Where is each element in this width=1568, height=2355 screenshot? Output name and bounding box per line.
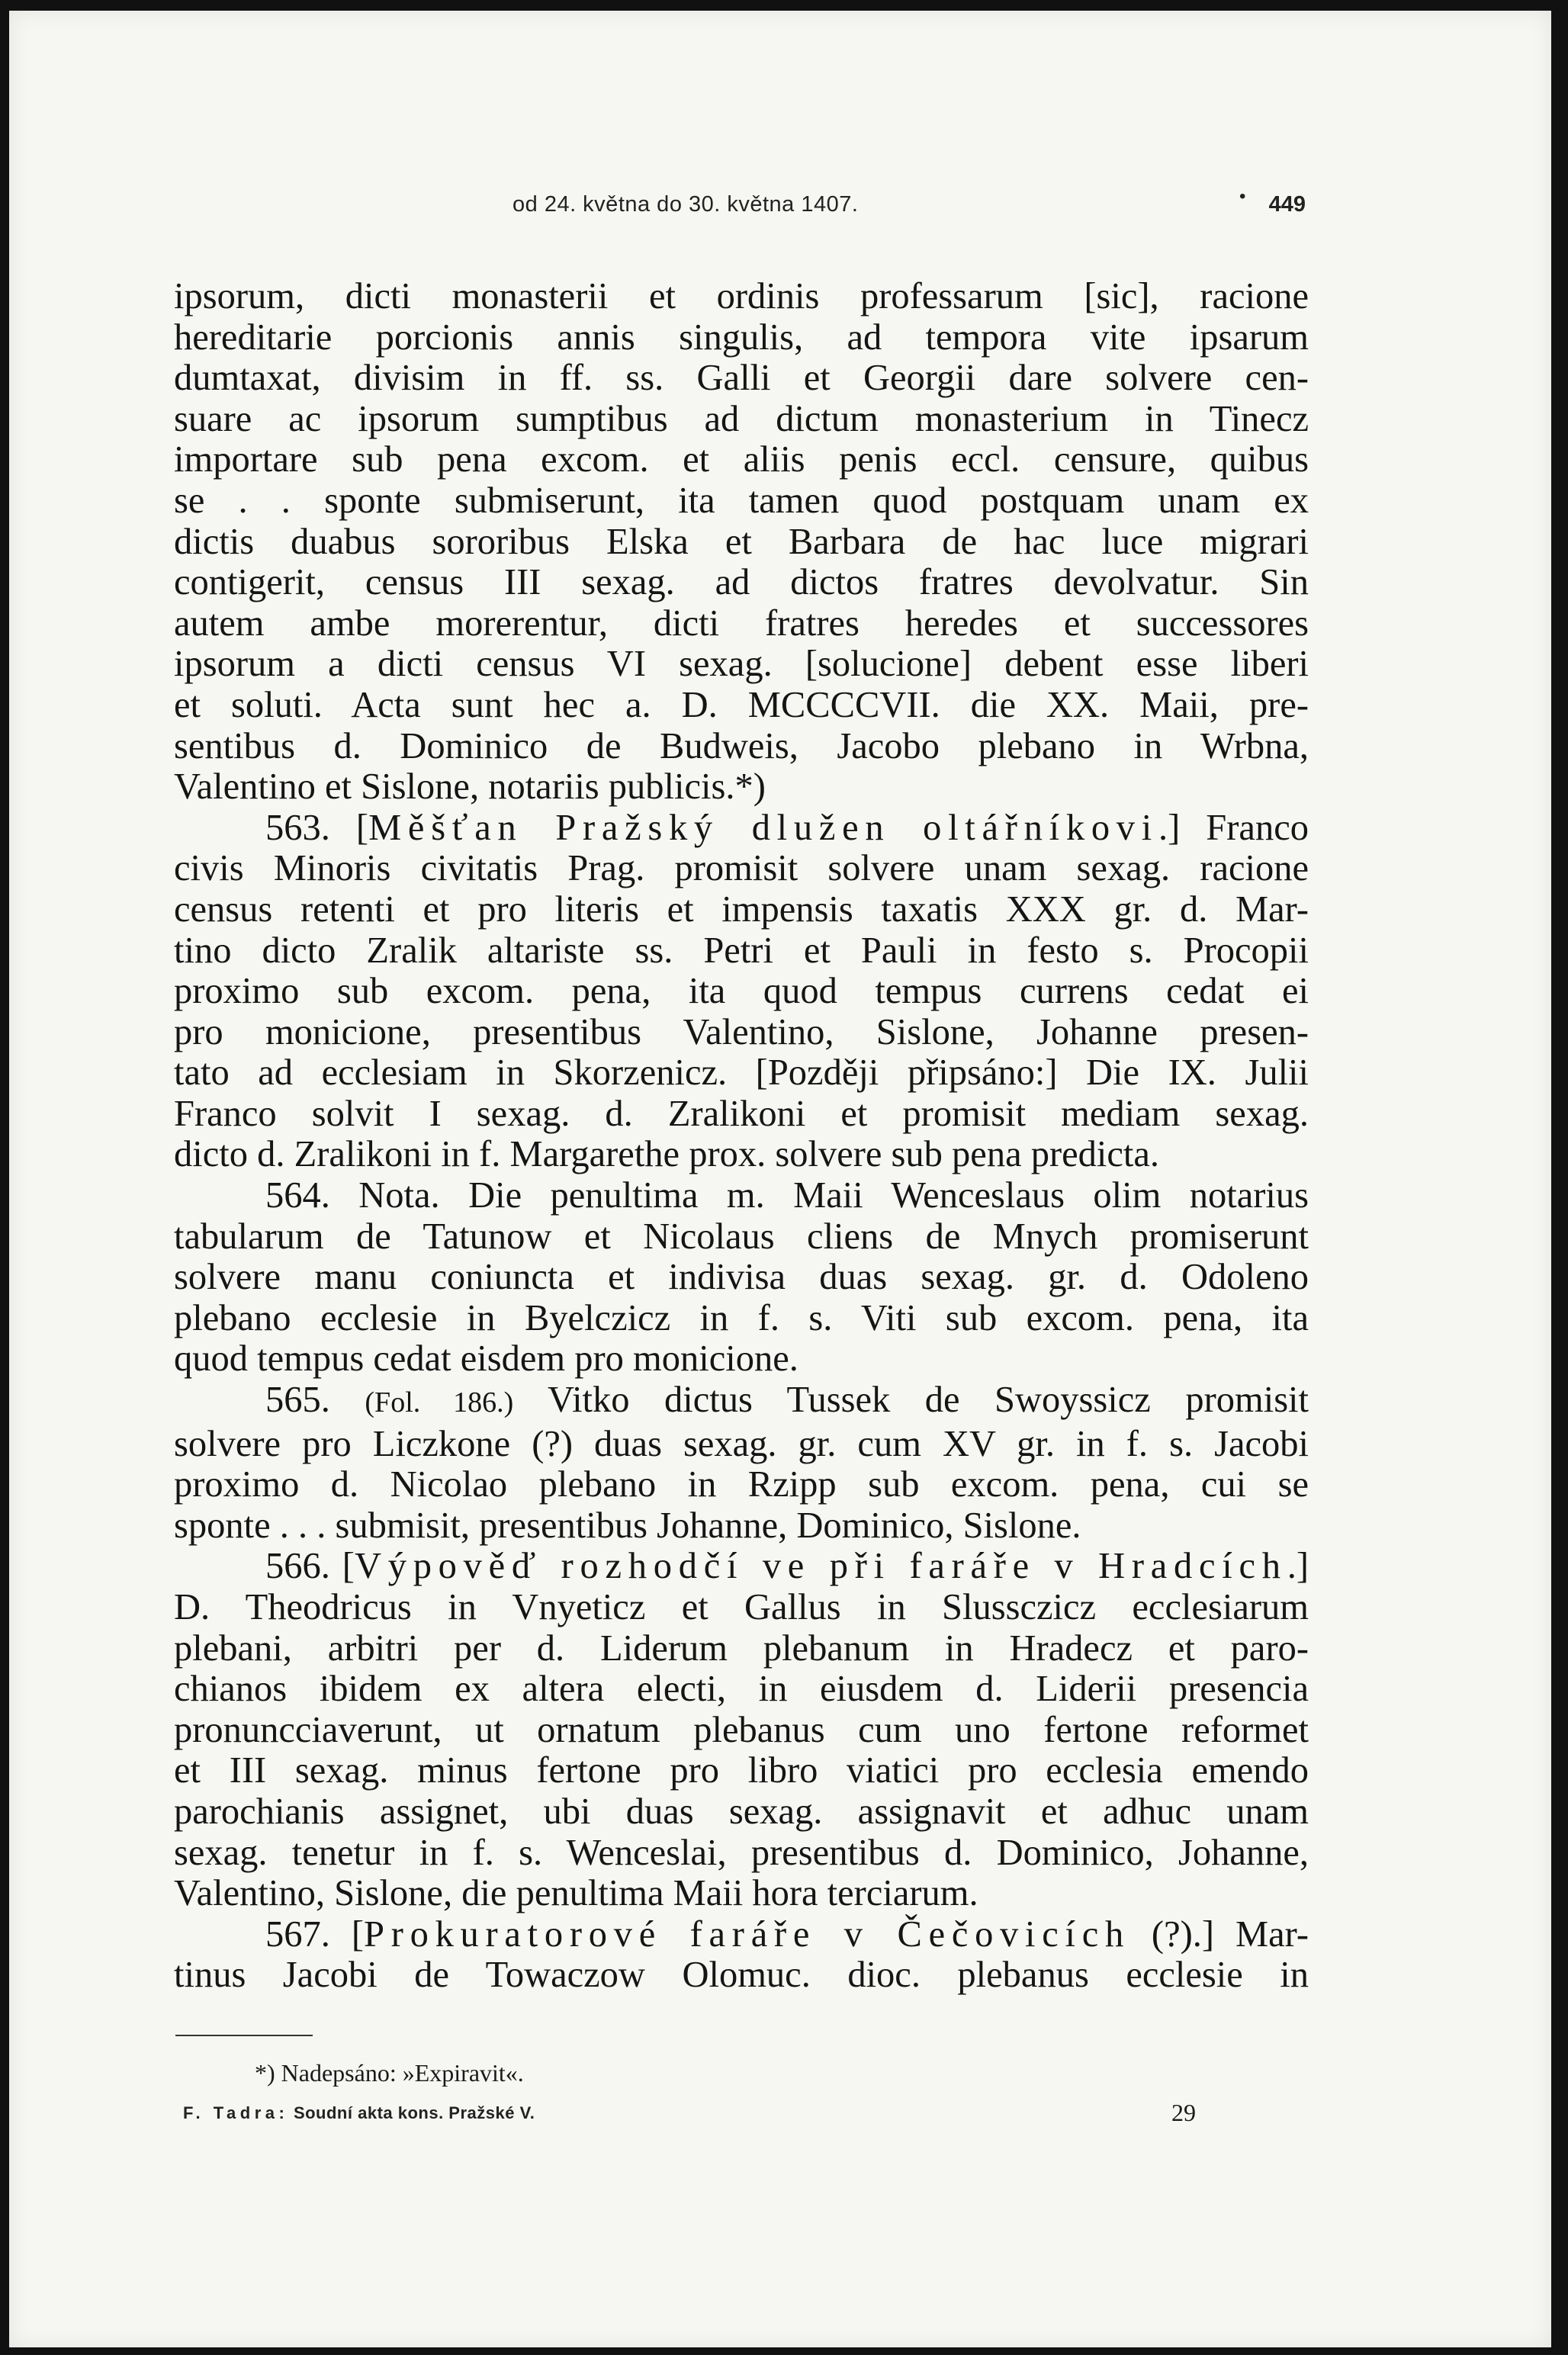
entry-565-heading: 565. (Fol. 186.) Vitko dictus Tussek de Swoyssicz promisit: [265, 1380, 1309, 1421]
text-line: ipsorum, dicti monasterii et ordinis professarum [sic], racione: [174, 276, 1309, 316]
regest-title: Prokuratorové faráře v Čečovicích: [364, 1913, 1130, 1955]
text-line: quod tempus cedat eisdem pro monicione.: [174, 1338, 798, 1380]
text-line: tabularum de Tatunow et Nicolaus cliens de Mnych promiserunt: [174, 1216, 1309, 1257]
text-line: proximo d. Nicolao plebano in Rzipp sub excom. pena, cui se: [174, 1464, 1309, 1505]
text-line: plebani, arbitri per d. Liderum plebanum in Hradecz et paro-: [174, 1627, 1309, 1669]
text-line: sponte . . . submisit, presentibus Johanne, Dominico, Sislone.: [174, 1505, 1081, 1546]
folio-reference: (Fol. 186.): [365, 1386, 514, 1419]
text-line: importare sub pena excom. et aliis penis eccl. censure, quibus: [174, 439, 1309, 480]
text-line: se . . sponte submiserunt, ita tamen quod postquam unam ex: [174, 480, 1309, 521]
text-line: plebano ecclesie in Byelczicz in f. s. Viti sub excom. pena, ita: [174, 1297, 1309, 1338]
text-line: pronuncciaverunt, ut ornatum plebanus cum uno fertone reformet: [174, 1709, 1309, 1750]
regest-title: Výpověď rozhodčí ve při faráře v Hradcích: [354, 1546, 1287, 1587]
signature-line: [183, 2103, 535, 2123]
footnote: *) Nadepsáno: »Expiravit«.: [255, 2059, 524, 2087]
text-line: sentibus d. Dominico de Budweis, Jacobo plebano in Wrbna,: [174, 725, 1309, 766]
text-line: chianos ibidem ex altera electi, in eiusdem d. Liderii presencia: [174, 1669, 1309, 1710]
header-mark: •: [1239, 186, 1246, 207]
entry-563-heading: 563. [Měšťan Pražský dlužen oltářníkovi.] Franco: [265, 807, 1309, 848]
sheet-number: 29: [1171, 2099, 1196, 2126]
text-line: pro monicione, presentibus Valentino, Sislone, Johanne presen-: [174, 1011, 1309, 1052]
text-line: contigerit, census III sexag. ad dictos fratres devolvatur. Sin: [174, 562, 1309, 603]
page-scan: [9, 11, 1551, 2347]
text-line: tino dicto Zralik altariste ss. Petri et Pauli in festo s. Procopii: [174, 930, 1309, 971]
text-line: ipsorum a dicti census VI sexag. [solucione] debent esse liberi: [174, 644, 1309, 685]
entry-567-heading: 567. [Prokuratorové faráře v Čečovicích (?).] Mar-: [265, 1913, 1309, 1955]
entry-566-heading: 566. [Výpověď rozhodčí ve při faráře v Hradcích.]: [265, 1546, 1309, 1587]
text-line: dumtaxat, divisim in ff. ss. Galli et Georgii dare solvere cen-: [174, 358, 1309, 399]
text-line: civis Minoris civitatis Prag. promisit solvere unam sexag. racione: [174, 848, 1309, 889]
text-line: solvere pro Liczkone (?) duas sexag. gr. cum XV gr. in f. s. Jacobi: [174, 1423, 1309, 1464]
text-line: Franco solvit I sexag. d. Zralikoni et promisit mediam sexag.: [174, 1093, 1309, 1134]
signature-author: F. Tadra:: [183, 2103, 289, 2122]
text-line: parochianis assignet, ubi duas sexag. assignavit et adhuc unam: [174, 1791, 1309, 1832]
signature-work: Soudní akta kons. Pražské V.: [288, 2103, 535, 2122]
text-line: tato ad ecclesiam in Skorzenicz. [Později připsáno:] Die IX. Julii: [174, 1052, 1309, 1094]
text-line: et III sexag. minus fertone pro libro viatici pro ecclesia emendo: [174, 1750, 1309, 1791]
text-line: dicto d. Zralikoni in f. Margarethe prox. solvere sub pena predicta.: [174, 1134, 1160, 1175]
text-line: sexag. tenetur in f. s. Wenceslai, presentibus d. Dominico, Johanne,: [174, 1832, 1309, 1873]
regest-title: Měšťan Pražský dlužen oltářníkovi: [368, 807, 1158, 848]
text-line: et soluti. Acta sunt hec a. D. MCCCCVII. die XX. Maii, pre-: [174, 684, 1309, 725]
running-header: [512, 186, 1306, 227]
text-line: D. Theodricus in Vnyeticz et Gallus in Slussczicz ecclesiarum: [174, 1587, 1309, 1627]
text-line: hereditarie porcionis annis singulis, ad tempora vite ipsarum: [174, 316, 1309, 358]
text-line: dictis duabus sororibus Elska et Barbara de hac luce migrari: [174, 521, 1309, 562]
page-number: 449: [1268, 192, 1306, 217]
text-line: solvere manu coniuncta et indivisa duas sexag. gr. d. Odoleno: [174, 1257, 1309, 1298]
text-line: autem ambe morerentur, dicti fratres heredes et successores: [174, 602, 1309, 644]
text-line: tinus Jacobi de Towaczow Olomuc. dioc. plebanus ecclesie in: [174, 1955, 1309, 1996]
entry-564-heading: 564. Nota. Die penultima m. Maii Wenceslaus olim notarius: [265, 1175, 1309, 1216]
text-line: proximo sub excom. pena, ita quod tempus currens cedat ei: [174, 971, 1309, 1012]
running-title: od 24. května do 30. května 1407.: [512, 192, 859, 217]
text-line: Valentino et Sislone, notariis publicis.*): [174, 766, 766, 808]
body-text: [174, 276, 1309, 1996]
footnote-rule: [175, 2035, 313, 2036]
text-line: suare ac ipsorum sumptibus ad dictum monasterium in Tinecz: [174, 398, 1309, 439]
text-line: census retenti et pro literis et impensis taxatis XXX gr. d. Mar-: [174, 888, 1309, 930]
text-line: Valentino, Sislone, die penultima Maii hora terciarum.: [174, 1873, 978, 1914]
